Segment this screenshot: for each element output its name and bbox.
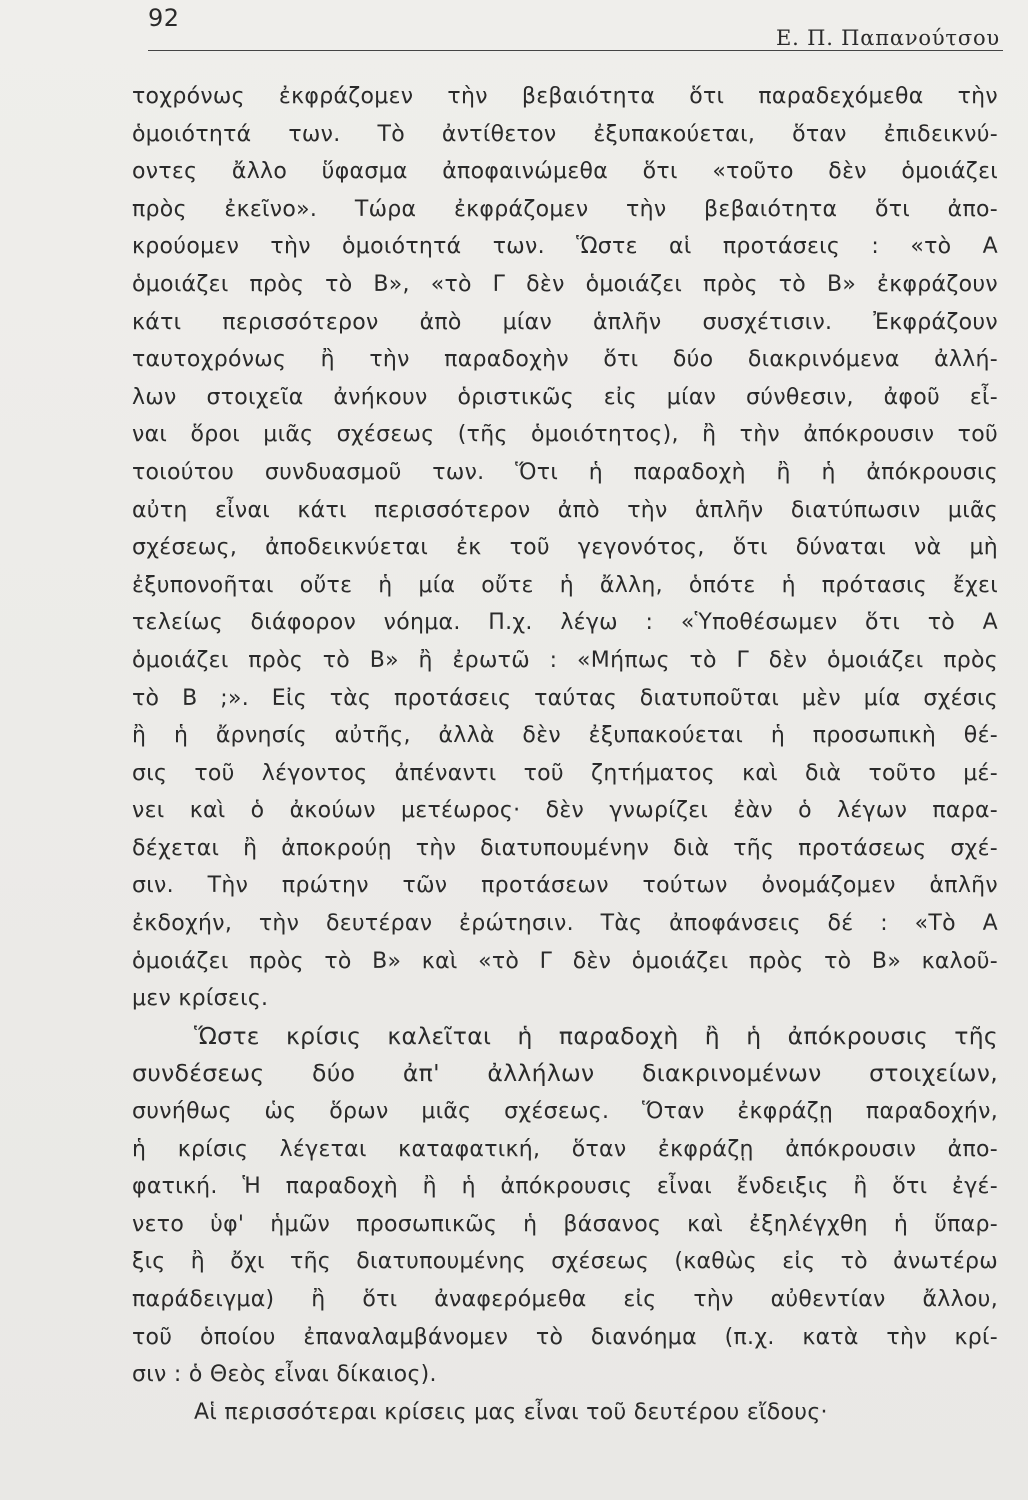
text-line: μεν κρίσεις. — [132, 986, 269, 1012]
text-line: τοῦ ὁποίου ἐπαναλαμβάνομεν τὸ διανόημα (π.χ. κατὰ τὴν κρί- — [132, 1324, 998, 1350]
text-line: ἐξυπονοῆται οὔτε ἡ μία οὔτε ἡ ἄλλη, ὁπότε ἡ πρότασις ἔχει — [132, 572, 998, 598]
text-line: ἡ κρίσις λέγεται καταφατική, ὅταν ἐκφράζῃ ἀπόκρουσιν ἀπο- — [132, 1136, 998, 1162]
text-line: οντες ἄλλο ὕφασμα ἀποφαινώμεθα ὅτι «τοῦτο δὲν ὁμοιάζει — [132, 159, 998, 185]
text-line: νετο ὑφ' ἡμῶν προσωπικῶς ἡ βάσανος καὶ ἐξηλέγχθη ἡ ὕπαρ- — [132, 1211, 998, 1237]
text-line: λων στοιχεῖα ἀνήκουν ὁριστικῶς εἰς μίαν σύνθεσιν, ἀφοῦ εἶ- — [132, 384, 998, 410]
header-rule — [148, 50, 1003, 51]
text-line: ὁμοιάζει πρὸς τὸ Β», «τὸ Γ δὲν ὁμοιάζει πρὸς τὸ Β» ἐκφράζουν — [132, 271, 998, 297]
text-line: κάτι περισσότερον ἀπὸ μίαν ἁπλῆν συσχέτισιν. Ἐκφράζουν — [132, 309, 998, 335]
text-line: σις τοῦ λέγοντος ἀπέναντι τοῦ ζητήματος καὶ διὰ τοῦτο μέ- — [132, 760, 998, 786]
text-line: δέχεται ἢ ἀποκρούῃ τὴν διατυπουμένην διὰ τῆς προτάσεως σχέ- — [132, 835, 998, 861]
text-line: τοιούτου συνδυασμοῦ των. Ὅτι ἡ παραδοχὴ ἢ ἡ ἀπόκρουσις — [132, 459, 998, 485]
text-line: Ὥστε κρίσις καλεῖται ἡ παραδοχὴ ἢ ἡ ἀπόκρουσις τῆς — [194, 1021, 998, 1050]
body-text — [132, 78, 998, 1431]
text-line: ὁμοιάζει πρὸς τὸ Β» καὶ «τὸ Γ δὲν ὁμοιάζει πρὸς τὸ Β» καλοῦ- — [132, 948, 998, 974]
text-line: σιν. Τὴν πρώτην τῶν προτάσεων τούτων ὀνομάζομεν ἁπλῆν — [132, 873, 998, 899]
text-line: τοχρόνως ἐκφράζομεν τὴν βεβαιότητα ὅτι παραδεχόμεθα τὴν — [132, 84, 998, 109]
text-line: συνήθως ὡς ὅρων μιᾶς σχέσεως. Ὅταν ἐκφράζῃ παραδοχήν, — [132, 1099, 998, 1125]
text-line: αὐτη εἶναι κάτι περισσότερον ἀπὸ τὴν ἁπλῆν διατύπωσιν μιᾶς — [132, 497, 998, 523]
text-line: τελείως διάφορον νόημα. Π.χ. λέγω : «Ὑποθέσωμεν ὅτι τὸ Α — [132, 610, 998, 636]
text-line: παράδειγμα) ἢ ὅτι ἀναφερόμεθα εἰς τὴν αὐθεντίαν ἄλλου, — [132, 1287, 998, 1312]
text-line: σχέσεως, ἀποδεικνύεται ἐκ τοῦ γεγονότος, ὅτι δύναται νὰ μὴ — [132, 535, 998, 561]
text-line: φατική. Ἡ παραδοχὴ ἢ ἡ ἀπόκρουσις εἶναι ἔνδειξις ἢ ὅτι ἐγέ- — [132, 1174, 998, 1200]
text-line: πρὸς ἐκεῖνο». Τώρα ἐκφράζομεν τὴν βεβαιότητα ὅτι ἀπο- — [132, 196, 998, 222]
text-line: συνδέσεως δύο ἀπ' ἀλλήλων διακρινομένων στοιχείων, — [132, 1059, 998, 1088]
running-head-author: Ε. Π. Παπανούτσου — [776, 26, 1000, 50]
text-line: ναι ὅροι μιᾶς σχέσεως (τῆς ὁμοιότητος), ἢ τὴν ἀπόκρουσιν τοῦ — [132, 422, 998, 448]
text-line: ὁμοιάζει πρὸς τὸ Β» ἢ ἐρωτῶ : «Μήπως τὸ Γ δὲν ὁμοιάζει πρὸς — [132, 647, 998, 673]
text-line: νει καὶ ὁ ἀκούων μετέωρος· δὲν γνωρίζει ἐὰν ὁ λέγων παρα- — [132, 798, 998, 824]
text-line: τὸ Β ;». Εἰς τὰς προτάσεις ταύτας διατυποῦται μὲν μία σχέσις — [132, 685, 998, 711]
text-line: ξις ἢ ὄχι τῆς διατυπουμένης σχέσεως (καθὼς εἰς τὸ ἀνωτέρω — [132, 1249, 998, 1275]
text-line: ταυτοχρόνως ἢ τὴν παραδοχὴν ὅτι δύο διακρινόμενα ἀλλή- — [132, 347, 998, 373]
text-line: σιν : ὁ Θεὸς εἶναι δίκαιος). — [132, 1362, 437, 1388]
page-number: 92 — [148, 4, 180, 32]
text-line: ὁμοιότητά των. Τὸ ἀντίθετον ἐξυπακούεται, ὅταν ἐπιδεικνύ- — [132, 121, 998, 147]
text-line: κρούομεν τὴν ὁμοιότητά των. Ὥστε αἱ προτάσεις : «τὸ Α — [132, 234, 998, 260]
text-line: ἢ ἡ ἄρνησίς αὐτῆς, ἀλλὰ δὲν ἐξυπακούεται ἡ προσωπικὴ θέ- — [132, 723, 998, 749]
text-line: ἐκδοχήν, τὴν δευτέραν ἐρώτησιν. Τὰς ἀποφάνσεις δέ : «Τὸ Α — [132, 911, 998, 937]
text-line: Αἱ περισσότεραι κρίσεις μας εἶναι τοῦ δευτέρου εἴδους· — [194, 1399, 828, 1425]
